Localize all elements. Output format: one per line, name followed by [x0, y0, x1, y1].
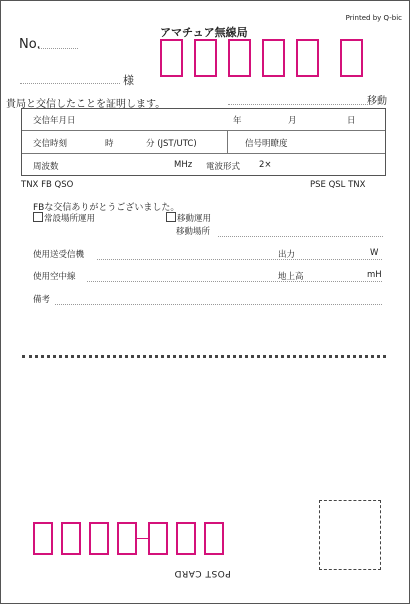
mhz-label: MHz	[174, 160, 193, 170]
zip-box	[160, 39, 183, 77]
rst-label: 信号明瞭度	[245, 139, 288, 149]
no-line	[38, 48, 78, 49]
hour-label: 時	[105, 139, 114, 149]
power-label: 出力	[278, 250, 296, 260]
zip-box	[117, 522, 137, 555]
portable-place-label: 移動場所	[176, 227, 211, 237]
tnx-left: TNX FB QSO	[21, 180, 74, 190]
station-title: アマチュア無線局	[160, 26, 248, 39]
table-divider	[22, 130, 385, 131]
fixed-checkbox[interactable]	[33, 212, 43, 222]
table-divider	[22, 153, 385, 154]
mode-value: 2×	[259, 160, 272, 170]
zip-box	[204, 522, 224, 555]
remarks-label: 備考	[33, 295, 51, 305]
certification-text: 貴局と交信したことを証明します。	[6, 99, 166, 110]
table-divider	[227, 130, 228, 153]
rig-line	[97, 259, 382, 260]
portable-place-line	[218, 236, 383, 237]
fixed-location-option	[33, 212, 95, 224]
no-label: No.	[19, 37, 41, 52]
zip-box	[61, 522, 81, 555]
portable-checkbox[interactable]	[166, 212, 176, 222]
zip-box	[296, 39, 319, 77]
month-label: 月	[288, 116, 297, 126]
zip-box	[33, 522, 53, 555]
remarks-line	[55, 304, 382, 305]
power-unit: W	[370, 248, 379, 258]
fixed-location-label: 常設場所運用	[44, 214, 96, 224]
zip-box	[148, 522, 168, 555]
year-label: 年	[233, 116, 242, 126]
zip-box	[228, 39, 251, 77]
thanks-message: FBな交信ありがとうございました。	[33, 203, 180, 213]
post-card-label: POST CARD	[174, 568, 231, 578]
stamp-box	[319, 500, 381, 570]
frequency-label: 周波数	[33, 162, 59, 172]
mode-label: 電波形式	[206, 162, 241, 172]
zip-box	[194, 39, 217, 77]
rig-label: 使用送受信機	[33, 250, 85, 260]
date-label: 交信年月日	[33, 116, 76, 126]
zip-box	[89, 522, 109, 555]
height-label: 地上高	[278, 272, 304, 282]
day-label: 日	[347, 116, 356, 126]
sama-label: 様	[123, 74, 134, 87]
time-label: 交信時刻	[33, 139, 68, 149]
qso-table	[21, 108, 386, 176]
printer-credit: Printed by Q-bic	[345, 14, 402, 22]
tnx-right: PSE QSL TNX	[310, 180, 366, 190]
zip-box	[262, 39, 285, 77]
zip-box	[340, 39, 363, 77]
mobile-label: 移動	[367, 96, 387, 107]
antenna-label: 使用空中線	[33, 272, 76, 282]
addressee-line	[20, 83, 120, 84]
portable-label: 移動運用	[177, 214, 212, 224]
height-unit: mH	[367, 270, 382, 280]
antenna-line	[87, 281, 382, 282]
certification-line	[228, 104, 368, 105]
minute-label: 分 (JST/UTC)	[146, 139, 197, 149]
cut-separator	[22, 355, 386, 358]
zip-box	[176, 522, 196, 555]
zip-dash	[137, 538, 148, 539]
portable-option	[166, 212, 211, 224]
